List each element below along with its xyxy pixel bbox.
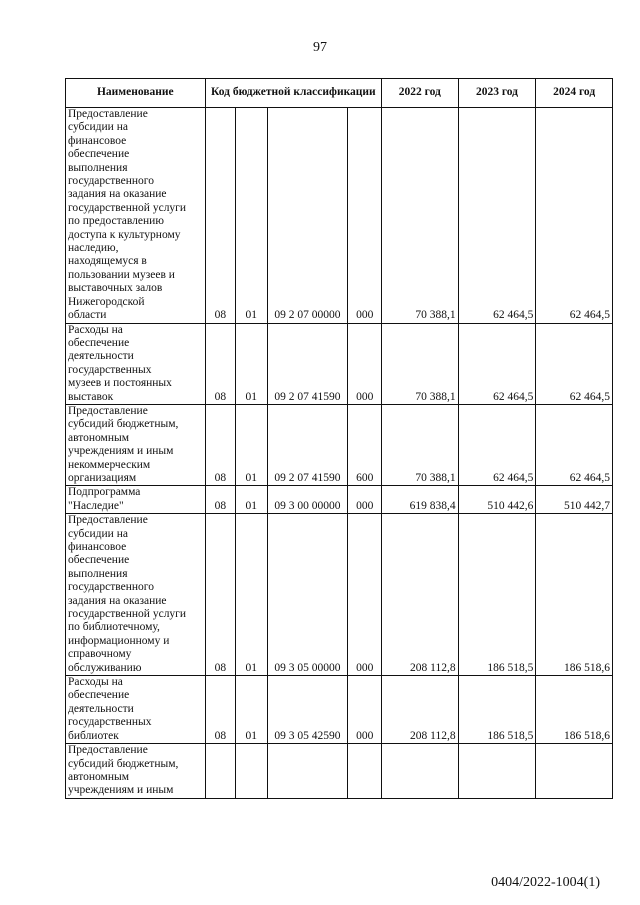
row-name-line: автономным xyxy=(68,770,129,783)
row-name-line: задания на оказание xyxy=(68,188,167,201)
value-2023: 62 464,5 xyxy=(458,323,536,404)
code-section: 08 xyxy=(205,676,235,744)
code-expense-type: 000 xyxy=(348,486,382,514)
value-2022: 208 112,8 xyxy=(382,676,459,744)
row-name xyxy=(66,676,206,744)
value-2024 xyxy=(536,744,613,799)
code-section xyxy=(205,744,235,799)
code-subsection: 01 xyxy=(236,486,267,514)
value-2022: 70 388,1 xyxy=(382,323,459,404)
value-2022 xyxy=(382,744,459,799)
code-section: 08 xyxy=(205,404,235,485)
table-row xyxy=(66,108,613,324)
code-expense-type: 000 xyxy=(348,514,382,676)
table-row xyxy=(66,514,613,676)
value-2022: 619 838,4 xyxy=(382,486,459,514)
code-subsection: 01 xyxy=(236,676,267,744)
row-name-line: информационному и xyxy=(68,634,170,647)
header-name: Наименование xyxy=(66,79,206,108)
row-name-line: финансовое xyxy=(68,134,127,147)
code-section: 08 xyxy=(205,323,235,404)
row-name xyxy=(66,744,206,799)
code-expense-type: 000 xyxy=(348,108,382,324)
code-subsection: 01 xyxy=(236,514,267,676)
value-2024: 186 518,6 xyxy=(536,676,613,744)
row-name-line: государственных xyxy=(68,716,152,729)
row-name-line: субсидии на xyxy=(68,527,128,540)
row-name-line: обеспечение xyxy=(68,554,130,567)
code-target-article: 09 2 07 41590 xyxy=(267,323,348,404)
row-name-line: доступа к культурному xyxy=(68,228,181,241)
row-name-line: государственной услуги xyxy=(68,608,187,621)
code-section: 08 xyxy=(205,514,235,676)
code-expense-type xyxy=(348,744,382,799)
document-code: 0404/2022-1004(1) xyxy=(491,875,600,890)
value-2023: 62 464,5 xyxy=(458,108,536,324)
row-name-line: Нижегородской xyxy=(68,295,145,308)
row-name-line: "Наследие" xyxy=(68,499,124,512)
table-row xyxy=(66,486,613,514)
row-name xyxy=(66,514,206,676)
code-expense-type: 000 xyxy=(348,323,382,404)
row-name-line: музеев и постоянных xyxy=(68,377,172,390)
row-name-line: области xyxy=(68,309,107,322)
header-code: Код бюджетной классификации xyxy=(205,79,381,108)
row-name-line: обеспечение xyxy=(68,336,130,349)
row-name-line: справочному xyxy=(68,648,132,661)
row-name-line: некоммерческим xyxy=(68,458,151,471)
code-target-article: 09 3 05 00000 xyxy=(267,514,348,676)
row-name-line: Расходы на xyxy=(68,323,123,336)
row-name-line: пользовании музеев и xyxy=(68,268,175,281)
code-target-article xyxy=(267,744,348,799)
header-2024: 2024 год xyxy=(536,79,613,108)
code-subsection: 01 xyxy=(236,404,267,485)
row-name-line: Предоставление xyxy=(68,744,148,757)
row-name-line: государственной услуги xyxy=(68,201,187,214)
code-target-article: 09 2 07 00000 xyxy=(267,108,348,324)
row-name-line: государственного xyxy=(68,581,154,594)
value-2023: 186 518,5 xyxy=(458,514,536,676)
row-name-line: Подпрограмма xyxy=(68,486,141,499)
table-row xyxy=(66,676,613,744)
row-name-line: по предоставлению xyxy=(68,215,164,228)
value-2023: 62 464,5 xyxy=(458,404,536,485)
row-name-line: государственных xyxy=(68,363,152,376)
code-target-article: 09 3 00 00000 xyxy=(267,486,348,514)
row-name-line: автономным xyxy=(68,431,129,444)
code-section: 08 xyxy=(205,486,235,514)
value-2022: 70 388,1 xyxy=(382,108,459,324)
header-2023: 2023 год xyxy=(458,79,536,108)
row-name-line: обслуживанию xyxy=(68,661,142,674)
row-name-line: организациям xyxy=(68,471,137,484)
row-name-line: обеспечение xyxy=(68,689,130,702)
code-target-article: 09 2 07 41590 xyxy=(267,404,348,485)
value-2022: 70 388,1 xyxy=(382,404,459,485)
budget-table xyxy=(65,78,613,799)
table-row xyxy=(66,404,613,485)
row-name-line: задания на оказание xyxy=(68,594,167,607)
row-name-line: финансовое xyxy=(68,541,127,553)
value-2023: 510 442,6 xyxy=(458,486,536,514)
row-name-line: государственного xyxy=(68,175,154,188)
code-expense-type: 600 xyxy=(348,404,382,485)
row-name-line: находящемуся в xyxy=(68,255,147,268)
table-row xyxy=(66,323,613,404)
row-name-line: Предоставление xyxy=(68,108,148,120)
row-name-line: наследию, xyxy=(68,242,119,255)
row-name-line: выполнения xyxy=(68,161,128,174)
value-2024: 62 464,5 xyxy=(536,108,613,324)
row-name-line: деятельности xyxy=(68,350,134,363)
row-name-line: субсидий бюджетным, xyxy=(68,418,179,431)
code-target-article: 09 3 05 42590 xyxy=(267,676,348,744)
value-2023: 186 518,5 xyxy=(458,676,536,744)
row-name-line: выставочных залов xyxy=(68,282,163,295)
row-name-line: Предоставление xyxy=(68,404,148,417)
row-name-line: субсидии на xyxy=(68,121,128,134)
row-name-line: субсидий бюджетным, xyxy=(68,757,179,770)
code-subsection: 01 xyxy=(236,108,267,324)
row-name xyxy=(66,323,206,404)
row-name xyxy=(66,486,206,514)
code-section: 08 xyxy=(205,108,235,324)
header-2022: 2022 год xyxy=(382,79,459,108)
value-2024: 62 464,5 xyxy=(536,404,613,485)
table-header-row xyxy=(66,79,613,108)
value-2024: 186 518,6 xyxy=(536,514,613,676)
row-name-line: выполнения xyxy=(68,567,128,580)
row-name xyxy=(66,108,206,324)
value-2022: 208 112,8 xyxy=(382,514,459,676)
page-number: 97 xyxy=(313,40,327,55)
code-subsection: 01 xyxy=(236,323,267,404)
row-name-line: учреждениям и иным xyxy=(68,445,174,458)
row-name-line: деятельности xyxy=(68,702,134,715)
row-name-line: Предоставление xyxy=(68,514,148,527)
table-row xyxy=(66,744,613,799)
row-name-line: библиотек xyxy=(68,729,119,742)
code-subsection xyxy=(236,744,267,799)
code-expense-type: 000 xyxy=(348,676,382,744)
row-name xyxy=(66,404,206,485)
value-2024: 510 442,7 xyxy=(536,486,613,514)
row-name-line: выставок xyxy=(68,390,114,403)
row-name-line: учреждениям и иным xyxy=(68,784,174,797)
value-2023 xyxy=(458,744,536,799)
row-name-line: по библиотечному, xyxy=(68,621,160,634)
value-2024: 62 464,5 xyxy=(536,323,613,404)
row-name-line: обеспечение xyxy=(68,148,130,161)
row-name-line: Расходы на xyxy=(68,676,123,689)
